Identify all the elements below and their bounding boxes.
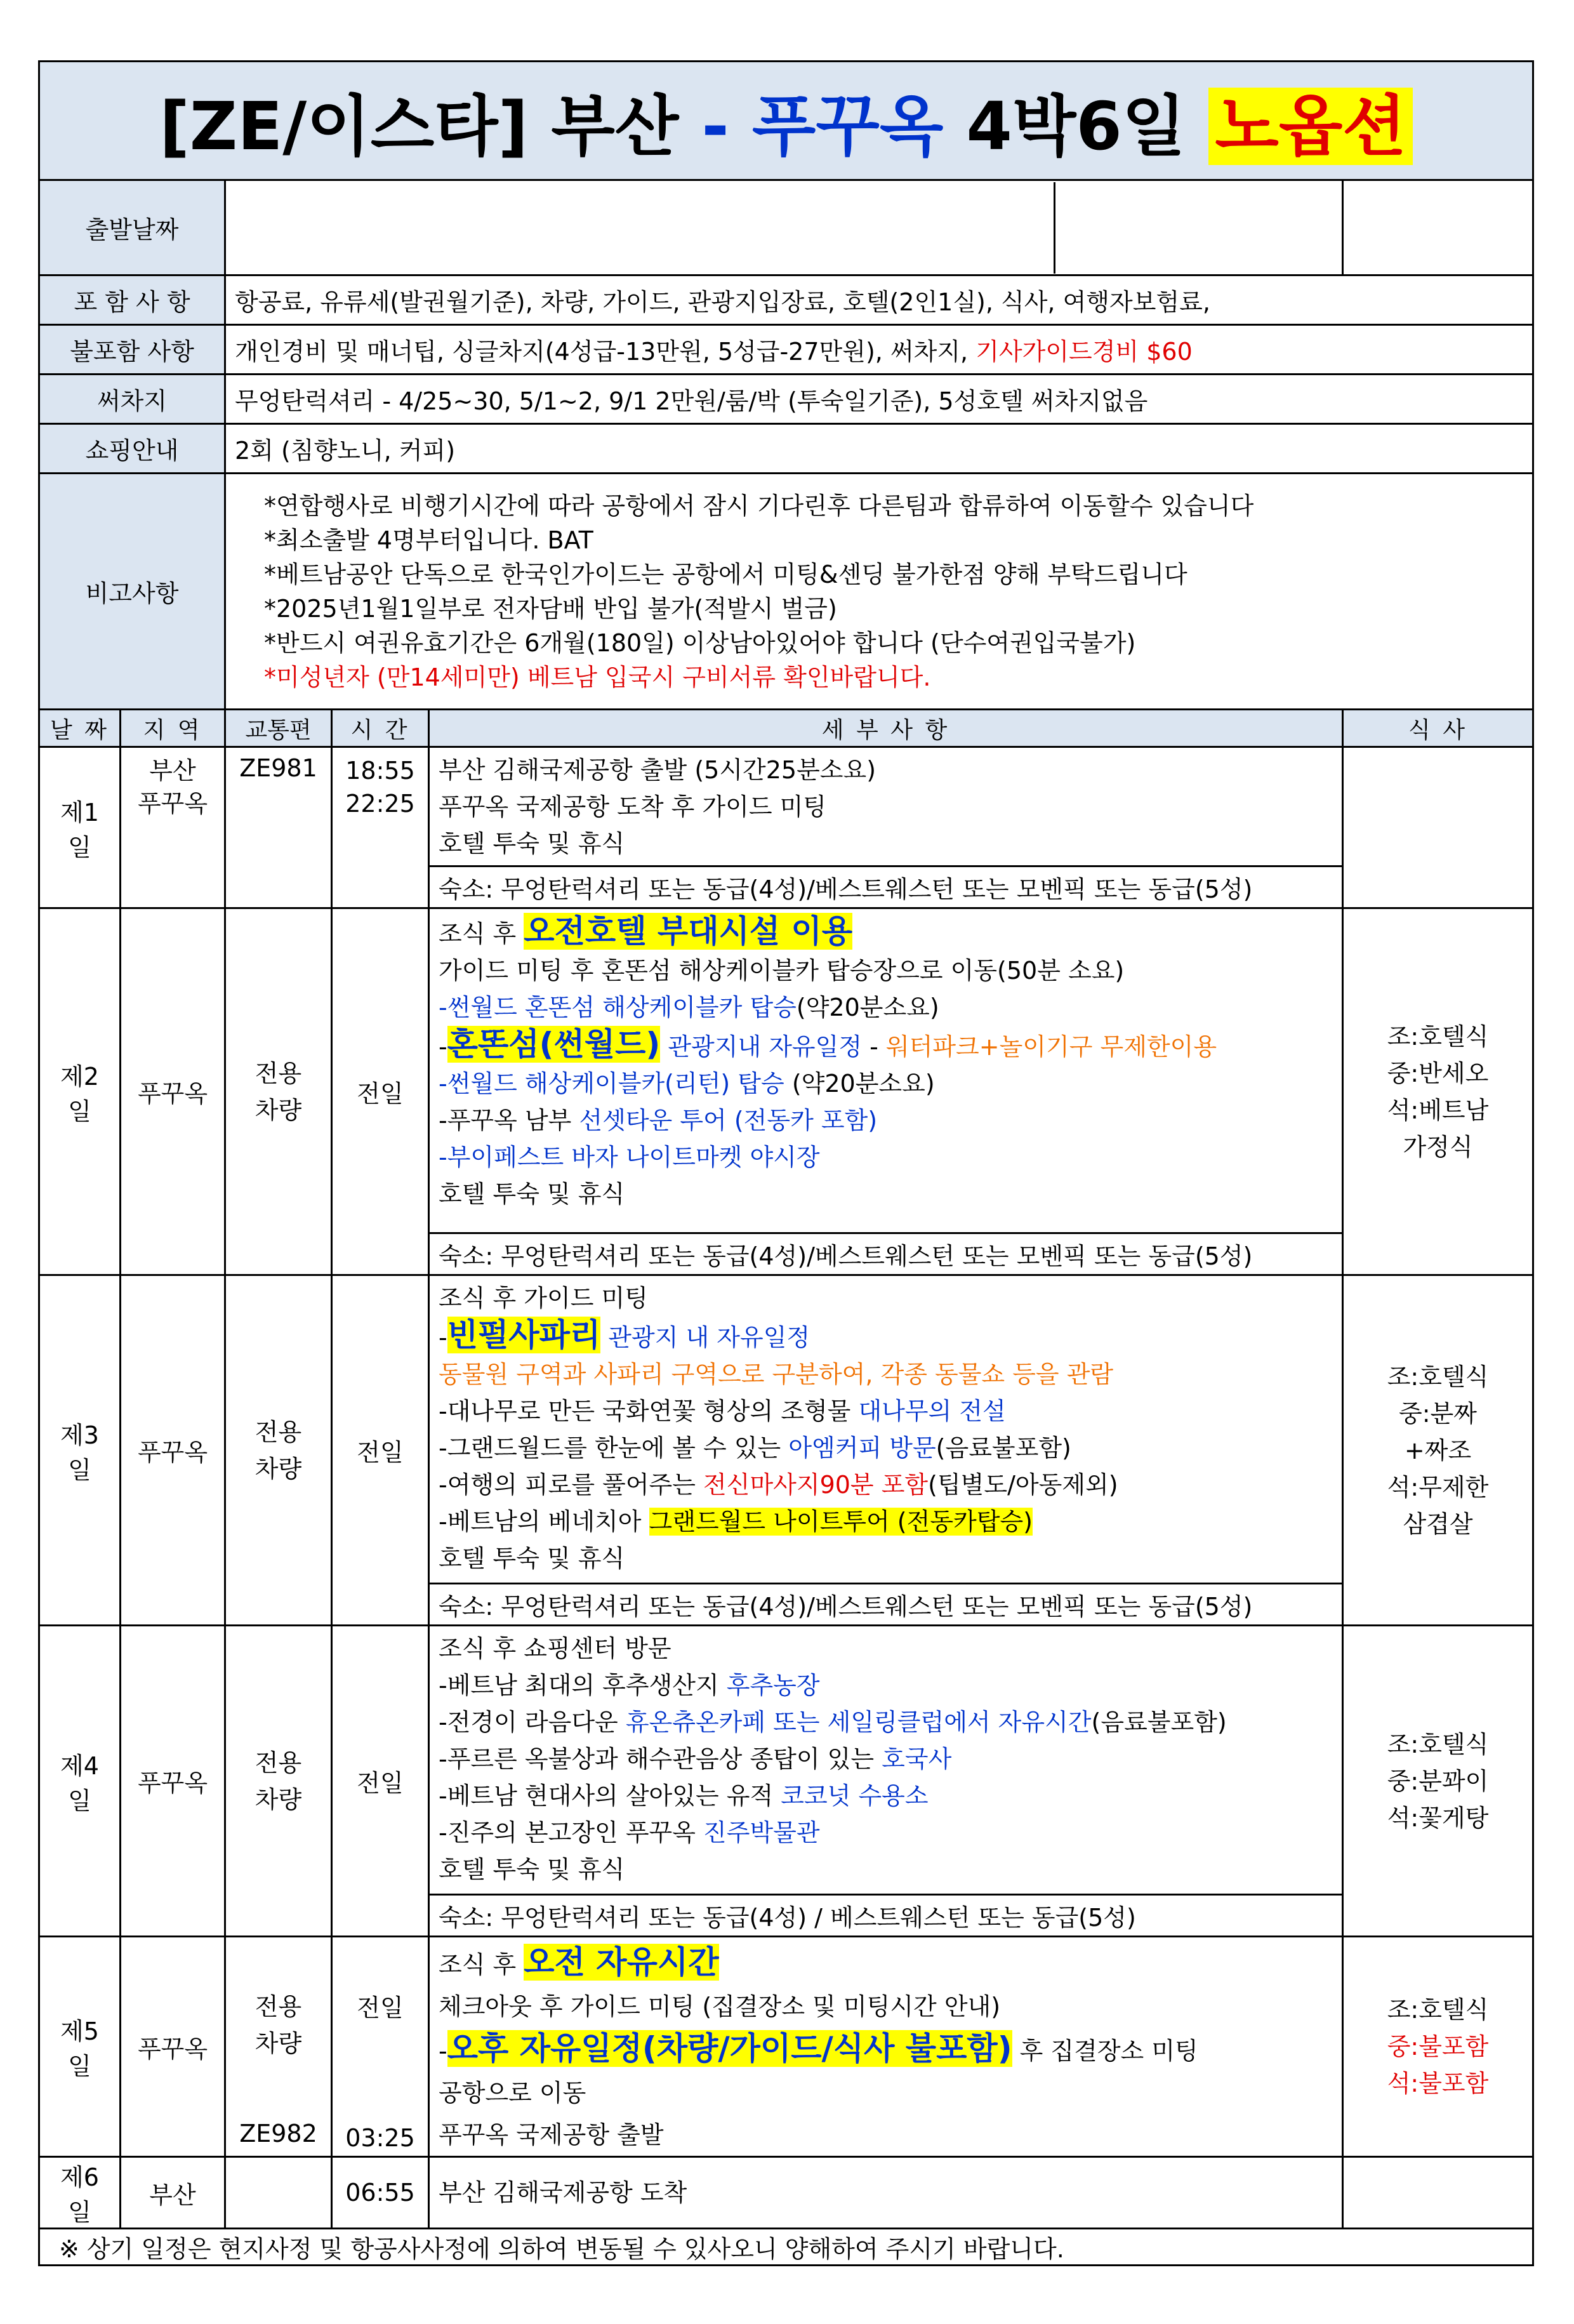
detail-line: -부이페스트 바자 나이트마켓 야시장 bbox=[439, 1143, 820, 1171]
day2-time: 전일 bbox=[332, 908, 429, 1275]
detail-highlight: 혼똔섬(썬월드) bbox=[447, 1026, 661, 1063]
day5-time bbox=[332, 1937, 429, 2157]
meal-lunch: 중:불포함 bbox=[1387, 2033, 1489, 2061]
detail-line bbox=[439, 1430, 1333, 1466]
day1-arrive-time: 22:25 bbox=[345, 790, 415, 818]
itinerary-table bbox=[38, 60, 1534, 2266]
shopping-label: 쇼핑안내 bbox=[39, 424, 225, 474]
detail-text: (팁별도/아동제외) bbox=[928, 1471, 1118, 1499]
day3-detail bbox=[429, 1275, 1343, 1584]
detail-line: 가이드 미팅 후 혼똔섬 해상케이블카 탑승장으로 이동(50분 소요) bbox=[439, 957, 1125, 985]
day6-region: 부산 bbox=[121, 2157, 225, 2229]
day3-transport-line2: 차량 bbox=[255, 1454, 302, 1483]
meal-lunch: 중:분꽈이 bbox=[1387, 1767, 1489, 1795]
detail-text: 진주박물관 bbox=[703, 1819, 820, 1847]
detail-text: 후 집결장소 미팅 bbox=[1012, 2037, 1198, 2065]
col-header-date: 날 짜 bbox=[39, 710, 121, 747]
detail-text: 대나무의 전설 bbox=[858, 1397, 1006, 1425]
detail-text: 후추농장 bbox=[726, 1671, 820, 1699]
detail-line: 부산 김해국제공항 출발 (5시간25분소요) bbox=[439, 756, 876, 784]
meal-breakfast: 조:호텔식 bbox=[1387, 1362, 1489, 1391]
day3-label: 제3일 bbox=[39, 1275, 121, 1626]
col-header-transport: 교통편 bbox=[225, 710, 332, 747]
detail-highlight: 오전 자유시간 bbox=[524, 1944, 719, 1981]
detail-highlight: 그랜드월드 나이트투어 (전동카탑승) bbox=[649, 1508, 1033, 1536]
day5-region: 푸꾸옥 bbox=[121, 1937, 225, 2157]
detail-line: 조식 후 쇼핑센터 방문 bbox=[439, 1635, 671, 1663]
col-header-meal: 식 사 bbox=[1343, 710, 1533, 747]
detail-text: -진주의 본고장인 푸꾸옥 bbox=[439, 1819, 704, 1847]
day1-label: 제1일 bbox=[39, 747, 121, 908]
surcharge-value: 무엉탄럭셔리 - 4/25~30, 5/1~2, 9/1 2만원/룸/박 (투숙일기준), 5성호텔 써차지없음 bbox=[225, 375, 1533, 424]
meal-breakfast: 조:호텔식 bbox=[1387, 1022, 1489, 1051]
remarks-list bbox=[225, 474, 1533, 710]
detail-text: (음료불포함) bbox=[936, 1434, 1071, 1462]
surcharge-label: 써차지 bbox=[39, 375, 225, 424]
meal-dinner: 석:꽃게탕 bbox=[1387, 1803, 1489, 1832]
detail-text: -베트남 최대의 후추생산지 bbox=[439, 1671, 727, 1699]
day4-hotel: 숙소: 무엉탄럭셔리 또는 동급(4성) / 베스트웨스턴 또는 동급(5성) bbox=[429, 1895, 1343, 1937]
day6-meal bbox=[1343, 2157, 1533, 2229]
remarks-label: 비고사항 bbox=[39, 474, 225, 710]
title-dash: - bbox=[701, 88, 752, 165]
detail-text: 호국사 bbox=[882, 1745, 952, 1773]
guide-fee-text: 기사가이드경비 $60 bbox=[975, 338, 1193, 366]
detail-line: 푸꾸옥 국제공항 출발 bbox=[439, 2121, 664, 2149]
no-option-badge: 노옵션 bbox=[1208, 88, 1412, 165]
meal-dinner-cont: 가정식 bbox=[1403, 1132, 1473, 1161]
detail-text: -대나무로 만든 국화연꽃 형상의 조형물 bbox=[439, 1397, 859, 1425]
day2-region: 푸꾸옥 bbox=[121, 908, 225, 1275]
day3-transport-line1: 전용 bbox=[255, 1418, 302, 1446]
detail-text: 관광지 내 자유일정 bbox=[600, 1324, 810, 1351]
detail-line bbox=[439, 1777, 1333, 1814]
detail-text: 관광지내 자유일정 bbox=[660, 1033, 863, 1061]
detail-text: (약20분소요) bbox=[784, 1070, 935, 1098]
day6-detail: 부산 김해국제공항 도착 bbox=[429, 2157, 1343, 2229]
detail-text: (약20분소요) bbox=[796, 993, 939, 1021]
day2-label: 제2일 bbox=[39, 908, 121, 1275]
meal-breakfast: 조:호텔식 bbox=[1387, 1730, 1489, 1758]
detail-line bbox=[439, 1102, 1333, 1139]
detail-text: -썬월드 혼똔섬 해상케이블카 탑승 bbox=[439, 993, 797, 1021]
detail-line: 호텔 투숙 및 휴식 bbox=[439, 1180, 625, 1208]
day1-region bbox=[121, 747, 225, 908]
day6-time: 06:55 bbox=[332, 2157, 429, 2229]
detail-text: -여행의 피로를 풀어주는 bbox=[439, 1471, 704, 1499]
day3-time: 전일 bbox=[332, 1275, 429, 1626]
detail-line bbox=[439, 1393, 1333, 1430]
day4-label: 제4일 bbox=[39, 1626, 121, 1937]
detail-line bbox=[439, 1317, 1333, 1356]
meal-lunch: 중:반세오 bbox=[1387, 1059, 1489, 1087]
day5-transport bbox=[225, 1937, 332, 2157]
detail-highlight: 오전호텔 부대시설 이용 bbox=[524, 913, 853, 950]
detail-text: - bbox=[439, 1324, 447, 1351]
detail-text: 선셋타운 투어 (전동카 포함) bbox=[579, 1106, 878, 1134]
day5-detail bbox=[429, 1937, 1343, 2157]
col-header-region: 지 역 bbox=[121, 710, 225, 747]
col-header-time: 시 간 bbox=[332, 710, 429, 747]
day6-flight bbox=[225, 2157, 332, 2229]
detail-line: 동물원 구역과 사파리 구역으로 구분하여, 각종 동물쇼 등을 관람 bbox=[439, 1360, 1114, 1388]
day1-detail bbox=[429, 747, 1343, 867]
day5-label: 제5일 bbox=[39, 1937, 121, 2157]
remark-item-minor: *미성년자 (만14세미만) 베트남 입국시 구비서류 확인바랍니다. bbox=[264, 663, 931, 691]
detail-text: -베트남의 베네치아 bbox=[439, 1508, 649, 1536]
day4-region: 푸꾸옥 bbox=[121, 1626, 225, 1937]
detail-line bbox=[439, 1466, 1333, 1503]
meal-dinner: 석:베트남 bbox=[1387, 1096, 1489, 1124]
detail-highlight: 오후 자유일정(차량/가이드/식사 불포함) bbox=[447, 2030, 1012, 2067]
title-prefix: [ZE/이스타] 부산 bbox=[159, 88, 702, 165]
day1-depart-time: 18:55 bbox=[345, 757, 415, 785]
day5-time-allday: 전일 bbox=[357, 1994, 404, 2022]
day2-transport bbox=[225, 908, 332, 1275]
remark-item: *최소출발 4명부터입니다. BAT bbox=[264, 526, 593, 554]
day2-transport-line1: 전용 bbox=[255, 1059, 302, 1087]
day1-time bbox=[332, 747, 429, 908]
include-label: 포 함 사 항 bbox=[39, 276, 225, 325]
col-header-detail: 세 부 사 항 bbox=[429, 710, 1343, 747]
detail-text: (음료불포함) bbox=[1091, 1708, 1227, 1736]
remark-item: *연합행사로 비행기시간에 따라 공항에서 잠시 기다린후 다른팀과 합류하여 이동할수 있습니다 bbox=[264, 491, 1254, 520]
day1-region-to: 푸꾸옥 bbox=[137, 790, 208, 818]
day4-detail bbox=[429, 1626, 1343, 1895]
detail-line bbox=[439, 989, 1333, 1026]
page-title bbox=[39, 62, 1533, 180]
meal-lunch: 중:분짜 bbox=[1399, 1399, 1477, 1428]
day4-transport-line2: 차량 bbox=[255, 1785, 302, 1814]
day5-transport-mode bbox=[226, 1988, 331, 2062]
title-destination: 푸꾸옥 bbox=[751, 88, 944, 165]
detail-text: 전신마사지90분 포함 bbox=[703, 1471, 929, 1499]
day4-time: 전일 bbox=[332, 1626, 429, 1937]
exclude-value bbox=[225, 325, 1533, 375]
detail-text: -썬월드 해상케이블카(리턴) 탑승 bbox=[439, 1070, 784, 1098]
detail-text: -전경이 라음다운 bbox=[439, 1708, 626, 1736]
exclude-label: 불포함 사항 bbox=[39, 325, 225, 375]
detail-line: 호텔 투숙 및 휴식 bbox=[439, 1856, 625, 1883]
day1-hotel: 숙소: 무엉탄럭셔리 또는 동급(4성)/베스트웨스턴 또는 모벤픽 또는 동급(5성) bbox=[429, 867, 1343, 908]
detail-line bbox=[439, 1503, 1333, 1540]
meal-dinner-cont: 삼겹살 bbox=[1403, 1510, 1473, 1538]
detail-text: - bbox=[439, 1033, 447, 1061]
detail-text: -베트남 현대사의 살아있는 유적 bbox=[439, 1782, 781, 1810]
day2-detail bbox=[429, 908, 1343, 1233]
detail-line: 호텔 투숙 및 휴식 bbox=[439, 830, 625, 858]
meal-breakfast: 조:호텔식 bbox=[1387, 1996, 1489, 2024]
day2-meal bbox=[1343, 908, 1533, 1275]
day5-transport-line2: 차량 bbox=[255, 2029, 302, 2057]
departure-date-field[interactable] bbox=[225, 180, 1343, 276]
detail-text: -푸꾸옥 남부 bbox=[439, 1106, 579, 1134]
detail-line: 푸꾸옥 국제공항 도착 후 가이드 미팅 bbox=[439, 793, 827, 821]
detail-text: 조식 후 bbox=[439, 920, 524, 948]
detail-line: 조식 후 가이드 미팅 bbox=[439, 1284, 648, 1312]
detail-line: 체크아웃 후 가이드 미팅 (집결장소 및 미팅시간 안내) bbox=[439, 1993, 1001, 2021]
detail-text: -푸르른 옥불상과 해수관음상 종탑이 있는 bbox=[439, 1745, 882, 1773]
detail-line bbox=[439, 1065, 1333, 1102]
detail-line bbox=[439, 1704, 1333, 1741]
detail-line bbox=[439, 1667, 1333, 1704]
detail-text: 워터파크+놀이기구 무제한이용 bbox=[885, 1033, 1217, 1061]
day3-transport bbox=[225, 1275, 332, 1626]
day5-depart-time: 03:25 bbox=[345, 2124, 415, 2152]
include-value: 항공료, 유류세(발권월기준), 차량, 가이드, 관광지입장료, 호텔(2인1실), 식사, 여행자보험료, bbox=[225, 276, 1533, 325]
day2-transport-line2: 차량 bbox=[255, 1096, 302, 1124]
detail-line bbox=[439, 1814, 1333, 1851]
detail-line: 공항으로 이동 bbox=[439, 2079, 586, 2107]
exclude-text: 개인경비 및 매너팁, 싱글차지(4성급-13만원, 5성급-27만원), 써차지, bbox=[235, 338, 976, 366]
detail-text: 조식 후 bbox=[439, 1951, 524, 1979]
day1-flight: ZE981 bbox=[225, 747, 332, 908]
day4-transport-line1: 전용 bbox=[255, 1748, 302, 1777]
footer-note: ※ 상기 일정은 현지사정 및 항공사사정에 의하여 변동될 수 있사오니 양해하여 주시기 바랍니다. bbox=[39, 2229, 1533, 2266]
meal-lunch-cont: +짜조 bbox=[1404, 1436, 1472, 1464]
departure-date-extra[interactable] bbox=[1343, 180, 1533, 276]
remark-item: *베트남공안 단독으로 한국인가이드는 공항에서 미팅&센딩 불가한점 양해 부탁드립니다 bbox=[264, 560, 1187, 588]
detail-text: 아엠커피 방문 bbox=[788, 1434, 936, 1462]
day2-hotel: 숙소: 무엉탄럭셔리 또는 동급(4성)/베스트웨스턴 또는 모벤픽 또는 동급(5성) bbox=[429, 1233, 1343, 1275]
shopping-value: 2회 (침향노니, 커피) bbox=[225, 424, 1533, 474]
detail-highlight: 빈펄사파리 bbox=[447, 1317, 601, 1353]
day3-meal bbox=[1343, 1275, 1533, 1626]
detail-text: 코코넛 수용소 bbox=[781, 1782, 929, 1810]
detail-line bbox=[439, 1941, 1333, 1986]
day6-label: 제6일 bbox=[39, 2157, 121, 2229]
itinerary-sheet bbox=[38, 60, 1532, 2266]
day4-transport bbox=[225, 1626, 332, 1937]
meal-dinner: 석:무제한 bbox=[1387, 1473, 1489, 1501]
day3-region: 푸꾸옥 bbox=[121, 1275, 225, 1626]
detail-text: 휴온츄온카페 또는 세일링클럽에서 자유시간 bbox=[625, 1708, 1092, 1736]
day1-region-from: 부산 bbox=[149, 757, 196, 785]
day1-meal bbox=[1343, 747, 1533, 908]
meal-dinner: 석:불포함 bbox=[1387, 2069, 1489, 2097]
day5-flight: ZE982 bbox=[239, 2120, 317, 2148]
day5-meal bbox=[1343, 1937, 1533, 2157]
detail-line bbox=[439, 2028, 1333, 2072]
detail-text: -그랜드월드를 한눈에 볼 수 있는 bbox=[439, 1434, 789, 1462]
detail-line bbox=[439, 1741, 1333, 1777]
remark-item: *2025년1월1일부로 전자담배 반입 불가(적발시 벌금) bbox=[264, 594, 837, 623]
day4-meal bbox=[1343, 1626, 1533, 1937]
title-nights: 4박6일 bbox=[943, 88, 1209, 165]
day3-hotel: 숙소: 무엉탄럭셔리 또는 동급(4성)/베스트웨스턴 또는 모벤픽 또는 동급(5성) bbox=[429, 1584, 1343, 1626]
detail-line: 호텔 투숙 및 휴식 bbox=[439, 1544, 625, 1572]
departure-date-label: 출발날짜 bbox=[39, 180, 225, 276]
remark-item: *반드시 여권유효기간은 6개월(180일) 이상남아있어야 합니다 (단수여권입국불가) bbox=[264, 628, 1136, 657]
detail-line bbox=[439, 913, 1333, 952]
day5-transport-line1: 전용 bbox=[255, 1993, 302, 2021]
detail-text: - bbox=[862, 1033, 886, 1061]
detail-line bbox=[439, 1026, 1333, 1065]
detail-text: - bbox=[439, 2037, 447, 2065]
